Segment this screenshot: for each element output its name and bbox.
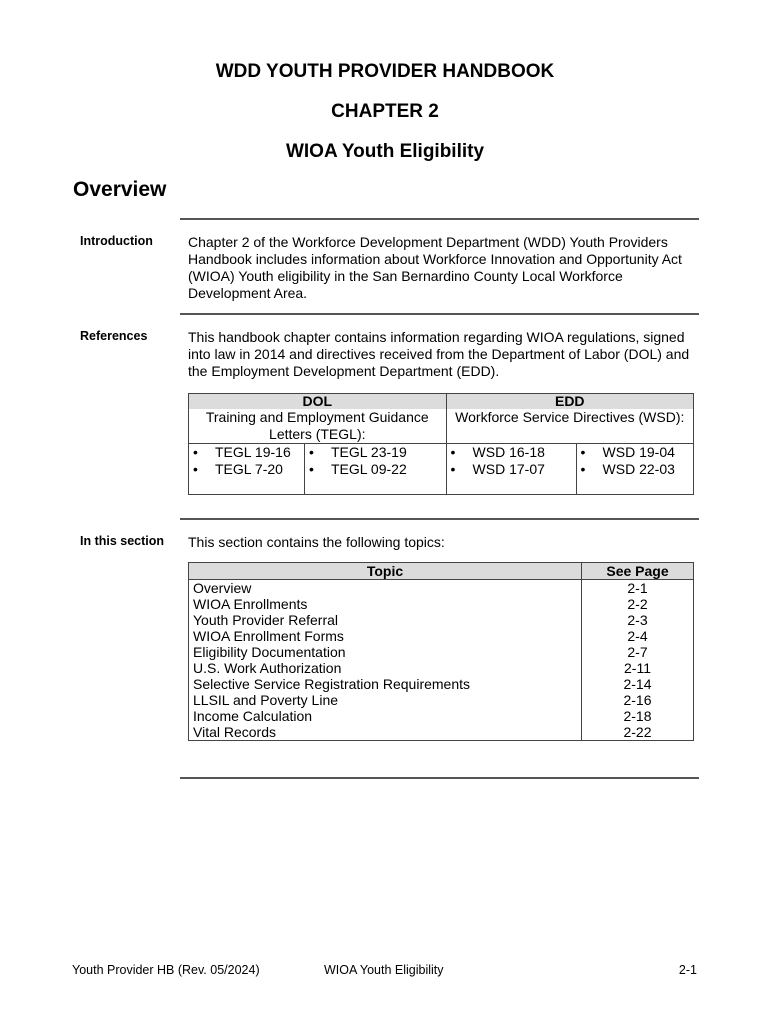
footer-revision: Youth Provider HB (Rev. 05/2024) [72, 963, 260, 977]
list-item: • WSD 19-04 [580, 444, 675, 460]
table-row: Selective Service Registration Requirements 2-14 [189, 676, 694, 692]
divider [180, 518, 699, 520]
introduction-label: Introduction [80, 234, 153, 248]
list-item: • WSD 16-18 [450, 444, 545, 460]
list-item: • WSD 22-03 [580, 461, 675, 477]
table-row: Youth Provider Referral 2-3 [189, 612, 694, 628]
list-item: • TEGL 7-20 [193, 461, 283, 477]
edd-subheader: Workforce Service Directives (WSD): [446, 409, 693, 444]
table-row: U.S. Work Authorization 2-11 [189, 660, 694, 676]
dol-subheader: Training and Employment Guidance Letters (TEGL): [189, 409, 447, 444]
page-number: 2-1 [678, 963, 697, 977]
page-column-header: See Page [582, 563, 694, 580]
document-title: WDD YOUTH PROVIDER HANDBOOK [215, 61, 555, 82]
section-heading: Overview [73, 178, 167, 201]
topic-column-header: Topic [189, 563, 582, 580]
table-row: LLSIL and Poverty Line 2-16 [189, 692, 694, 708]
divider [180, 313, 699, 315]
chapter-subtitle: WIOA Youth Eligibility [285, 141, 485, 162]
dol-header: DOL [189, 394, 447, 410]
edd-list-2 [576, 444, 693, 495]
references-text: This handbook chapter contains information regarding WIOA regulations, signed into law in 2014 and directives received from the Department of Labor (DOL) and the Employment Development Department (EDD). [188, 329, 690, 379]
table-row: Overview 2-1 [189, 580, 694, 597]
edd-list-1 [446, 444, 576, 495]
list-item: • TEGL 19-16 [193, 444, 291, 460]
edd-header: EDD [446, 394, 693, 410]
divider [180, 777, 699, 779]
list-item: • TEGL 09-22 [309, 461, 407, 477]
chapter-heading: CHAPTER 2 [331, 101, 439, 122]
introduction-text: Chapter 2 of the Workforce Development Department (WDD) Youth Providers Handbook includes information about Workforce Innovation and Opportunity Act (WIOA) Youth eligibility in the San Bernardino County Local Workforce Development Area. [188, 234, 682, 301]
dol-list-2 [305, 444, 447, 495]
in-this-section-text: This section contains the following topics: [188, 534, 445, 550]
divider [180, 218, 699, 220]
references-table [188, 393, 694, 495]
table-row: WIOA Enrollment Forms 2-4 [189, 628, 694, 644]
table-row: Vital Records 2-22 [189, 724, 694, 741]
topics-table [188, 562, 694, 741]
in-this-section-label: In this section [80, 534, 165, 548]
table-row: Eligibility Documentation 2-7 [189, 644, 694, 660]
footer-chapter-title: WIOA Youth Eligibility [324, 963, 444, 977]
list-item: • TEGL 23-19 [309, 444, 407, 460]
table-row: Income Calculation 2-18 [189, 708, 694, 724]
table-row: WIOA Enrollments 2-2 [189, 596, 694, 612]
list-item: • WSD 17-07 [450, 461, 545, 477]
references-label: References [80, 329, 148, 343]
dol-list-1 [189, 444, 305, 495]
